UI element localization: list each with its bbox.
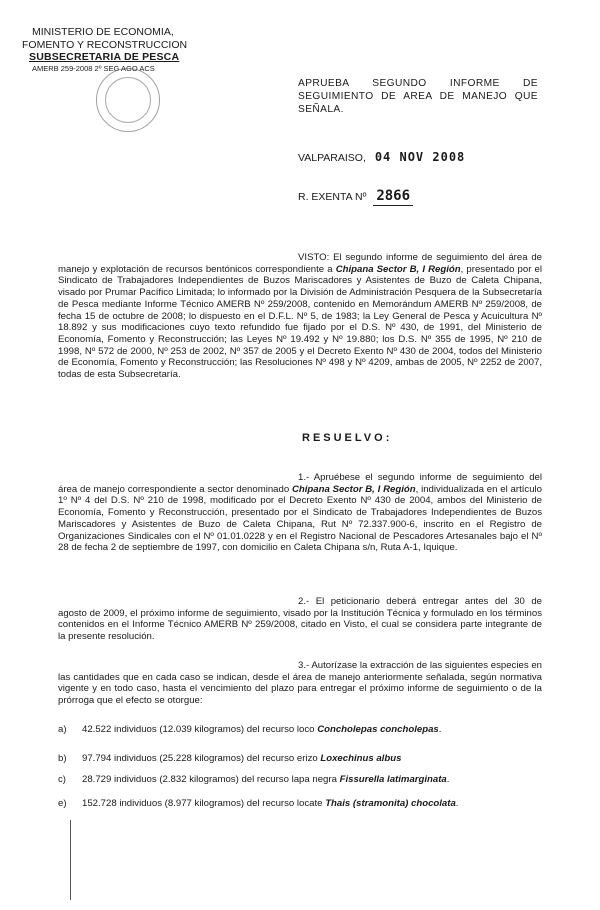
article-1-rest: , individualizada en el artículo 1º Nº 4 del D.S. Nº 210 de 1998, modificado por el Decreto Exento Nº 430 de 2004, ambos del Ministerio de Economía, Fomento y Reconstrucción, presentado por el Sindicato de Trabajadores Independientes de Buzos Mariscadores y Asistentes de Buzo de Caleta Chipana, Rut Nº 72.337.900-6, inscrito en el Registro de Organizaciones Sindicales con el Nº 01.01.0228 y en el Registro Nacional de Pescadores Artesanales bajo el Nº 28 de fecha 2 de septiembre de 1997, con domicilio en Caleta Chipana s/n, Ruta A-1, Iquique.: [58, 483, 542, 554]
resolution-label: R. EXENTA Nº: [298, 191, 367, 203]
article-1-lead: 1.- Apruébese el segundo informe de seguimiento del área de manejo correspondiente a sector denominado: [58, 472, 542, 495]
article-1-area-name: Chipana Sector B, I Región: [291, 483, 416, 495]
date-line: [298, 150, 465, 165]
undersecretariat-name: SUBSECRETARIA DE PESCA: [29, 51, 180, 64]
visto-lead: VISTO: El segundo informe de seguimiento del área de manejo y explotación de recursos bentónicos correspondiente a: [58, 252, 542, 275]
letterhead: [22, 26, 242, 73]
item-end: .: [446, 774, 450, 785]
article-1: [58, 472, 542, 554]
item-species: Concholepas concholepas: [317, 724, 439, 735]
visto-area-name: Chipana Sector B, I Región: [335, 263, 461, 275]
visto-paragraph: [58, 252, 542, 381]
official-seal-stamp: [96, 68, 160, 132]
resuelvo-heading: RESUELVO:: [302, 432, 393, 444]
date-value: 04 NOV 2008: [374, 150, 466, 164]
resolution-number: 2866: [373, 188, 413, 206]
item-species: Loxechinus albus: [320, 753, 402, 764]
item-letter: e): [58, 798, 67, 809]
ministry-name: MINISTERIO DE ECONOMIA,: [32, 26, 174, 38]
item-end: .: [455, 798, 459, 809]
resolution-title: APRUEBA SEGUNDO INFORME DE SEGUIMIENTO DE AREA DE MANEJO QUE SEÑALA.: [298, 78, 538, 115]
item-quantity: 97.794 individuos (25.228 kilogramos) del recurso erizo: [82, 753, 321, 764]
date-place: VALPARAISO,: [298, 152, 366, 164]
resolution-number-line: [298, 188, 413, 206]
seal-inner-ring: [105, 77, 151, 123]
item-text: [82, 774, 542, 786]
reference-code: AMERB 259-2008 2º SEG AGO ACS: [32, 63, 155, 73]
item-letter: c): [58, 774, 66, 785]
item-species: Fissurella latimarginata: [339, 774, 447, 785]
item-letter: b): [58, 753, 67, 764]
item-species: Thais (stramonita) chocolata: [325, 798, 456, 809]
item-quantity: 152.728 individuos (8.977 kilogramos) del recurso locate: [82, 798, 326, 809]
item-text: [82, 798, 542, 810]
article-3: 3.- Autorízase la extracción de las siguientes especies en las cantidades que en cada caso se indican, desde el área de manejo anteriormente señalada, según normativa vigente y en todo caso, hasta el vencimiento del plazo para entregar el próximo informe de seguimiento o de la prórroga que el efecto se otorgue:: [58, 660, 542, 707]
item-text: [82, 724, 542, 736]
visto-rest: , presentado por el Sindicato de Trabajadores Independientes de Buzos Mariscadores y Asistentes de Buzo de Caleta Chipana, visado por Prumar Pacífico Limitada; lo informado por la División de Administración Pesquera de la Subsecretaría de Pesca mediante Informe Técnico AMERB Nº 259/2008, contenido en Memorándum AMERB Nº 259/2008, de fecha 15 de octubre de 2008; lo dispuesto en el D.F.L. Nº 5, de 1983; la Ley General de Pesca y Acuicultura Nº 18.892 y sus modificaciones cuyo texto refundido fue fijado por el D.S. Nº 430, de 1991, del Ministerio de Economía, Fomento y Reconstrucción; las Leyes Nº 19.492 y Nº 19.880; los D.S. Nº 355 de 1995, Nº 210 de 1998, Nº 572 de 2000, Nº 253 de 2002, Nº 357 de 2005 y el Decreto Exento Nº 430 de 2004, todos del Ministerio de Economía, Fomento y Reconstrucción; las Resoluciones Nº 498 y Nº 4209, ambas de 2005, Nº 2252 de 2007, todas de esta Subsecretaría.: [58, 263, 542, 381]
item-letter: a): [58, 724, 67, 735]
ministry-subtitle: FOMENTO Y RECONSTRUCCION: [22, 38, 188, 51]
item-quantity: 28.729 individuos (2.832 kilogramos) del recurso lapa negra: [82, 774, 340, 785]
item-text: [82, 753, 542, 765]
item-quantity: 42.522 individuos (12.039 kilogramos) del recurso loco: [82, 724, 318, 735]
article-2: 2.- El peticionario deberá entregar antes del 30 de agosto de 2009, el próximo informe de seguimiento, visado por la Institución Técnica y formulado en los términos contenidos en el Informe Técnico AMERB Nº 259/2008, citado en Visto, el cual se considera parte integrante de la presente resolución.: [58, 596, 542, 643]
margin-mark: [70, 820, 71, 900]
item-end: .: [438, 724, 442, 735]
